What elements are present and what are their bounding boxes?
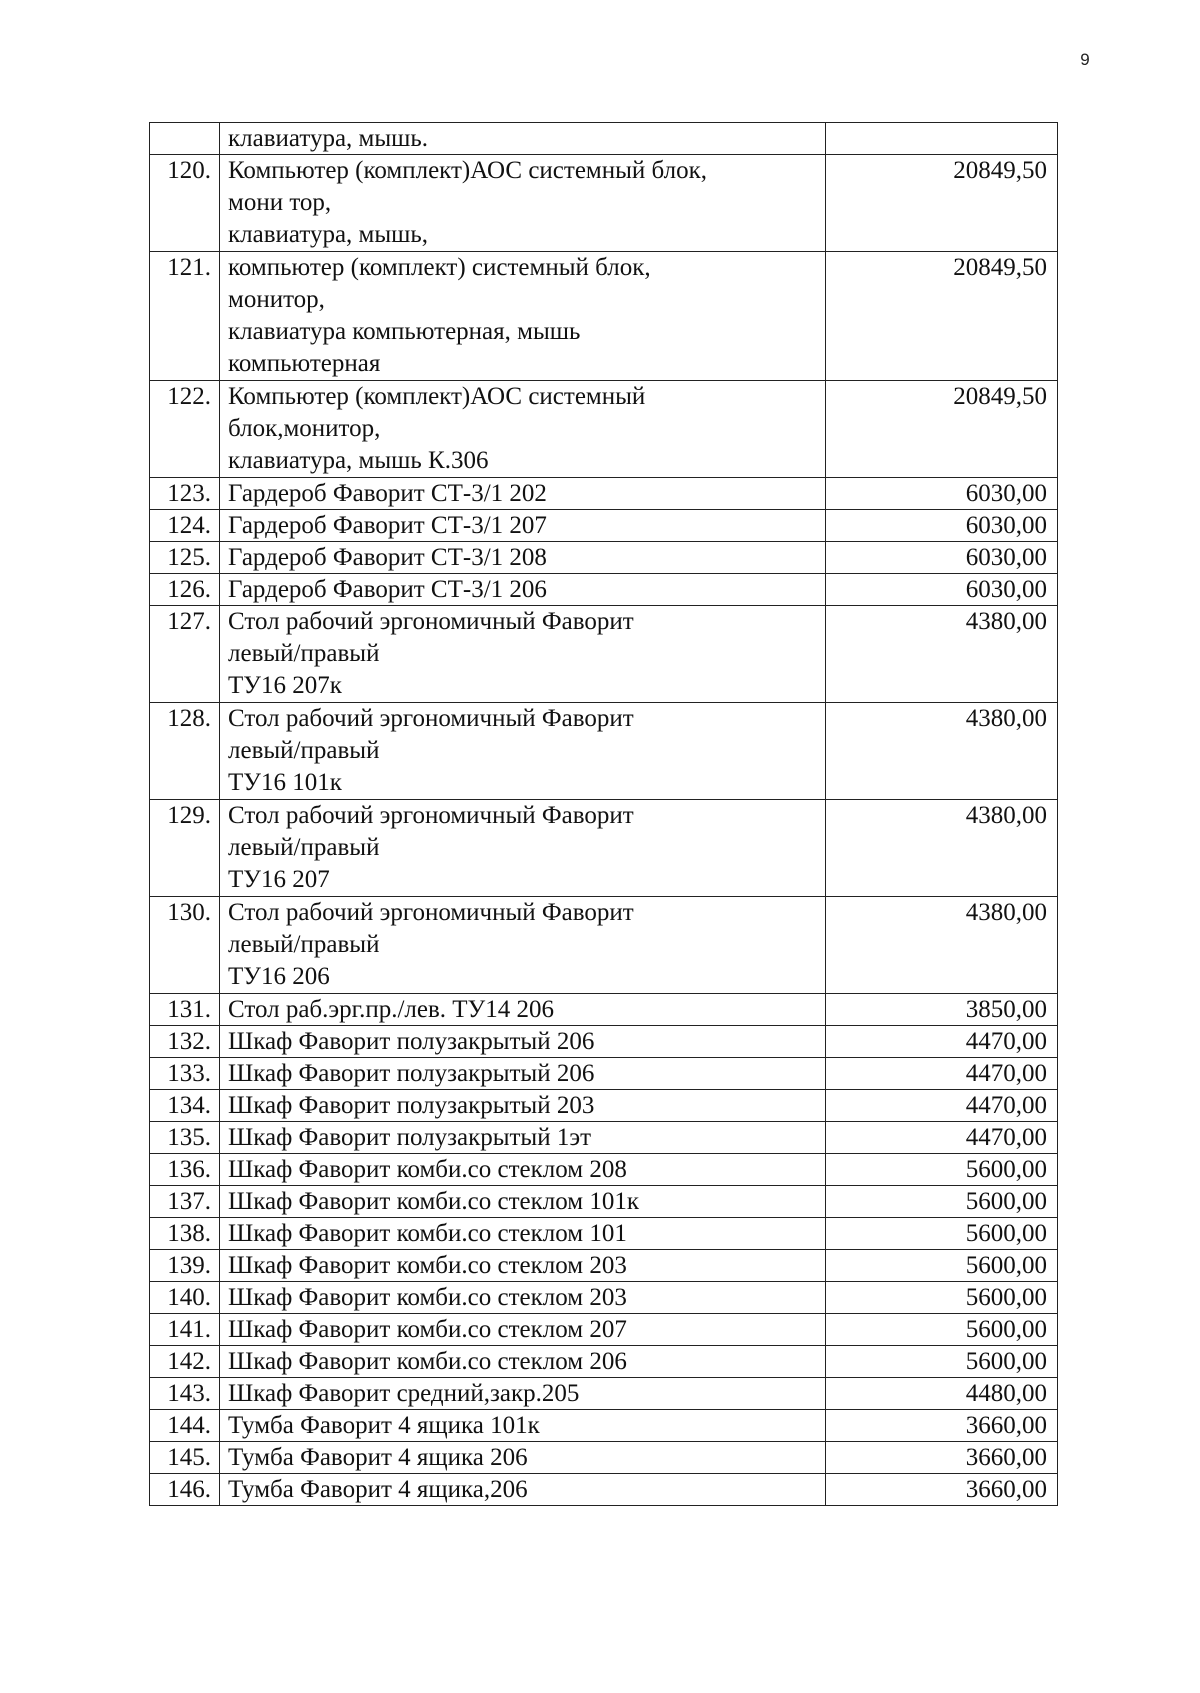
item-price: 4380,00: [826, 606, 1058, 703]
table-row: [150, 1410, 1058, 1442]
item-number: 142.: [150, 1346, 220, 1378]
item-price: 6030,00: [826, 574, 1058, 606]
item-price: 5600,00: [826, 1282, 1058, 1314]
item-number: 124.: [150, 510, 220, 542]
table-row: [150, 478, 1058, 510]
item-price: 3660,00: [826, 1474, 1058, 1506]
item-description: Шкаф Фаворит полузакрытый 203: [220, 1090, 826, 1122]
item-number: 127.: [150, 606, 220, 703]
item-description: Шкаф Фаворит комби.со стеклом 207: [220, 1314, 826, 1346]
item-price: 5600,00: [826, 1154, 1058, 1186]
item-description: Шкаф Фаворит комби.со стеклом 101: [220, 1218, 826, 1250]
item-price: [826, 123, 1058, 155]
table-row: [150, 800, 1058, 897]
item-number: 120.: [150, 155, 220, 252]
item-number: 131.: [150, 994, 220, 1026]
item-description: Шкаф Фаворит полузакрытый 206: [220, 1058, 826, 1090]
item-description: Шкаф Фаворит комби.со стеклом 206: [220, 1346, 826, 1378]
table-row: [150, 1122, 1058, 1154]
item-description: Шкаф Фаворит комби.со стеклом 203: [220, 1282, 826, 1314]
item-price: 3660,00: [826, 1442, 1058, 1474]
item-description: Шкаф Фаворит средний,закр.205: [220, 1378, 826, 1410]
item-description: Шкаф Фаворит комби.со стеклом 208: [220, 1154, 826, 1186]
table-row: [150, 1346, 1058, 1378]
table-row: [150, 1250, 1058, 1282]
item-description: Шкаф Фаворит полузакрытый 206: [220, 1026, 826, 1058]
item-price: 4480,00: [826, 1378, 1058, 1410]
item-price: 5600,00: [826, 1314, 1058, 1346]
table-row: [150, 1058, 1058, 1090]
item-number: 146.: [150, 1474, 220, 1506]
item-number: 136.: [150, 1154, 220, 1186]
item-description: компьютер (комплект) системный блок, монитор, клавиатура компьютерная, мышь компьютерная: [220, 252, 826, 381]
item-number: [150, 123, 220, 155]
item-number: 129.: [150, 800, 220, 897]
table-row: [150, 994, 1058, 1026]
item-price: 5600,00: [826, 1218, 1058, 1250]
table-row: [150, 155, 1058, 252]
table-row: [150, 1442, 1058, 1474]
item-price: 4380,00: [826, 800, 1058, 897]
table-row: [150, 252, 1058, 381]
item-description: Стол рабочий эргономичный Фаворит левый/правый ТУ16 206: [220, 897, 826, 994]
item-price: 20849,50: [826, 381, 1058, 478]
item-number: 130.: [150, 897, 220, 994]
item-description: Тумба Фаворит 4 ящика 101к: [220, 1410, 826, 1442]
item-number: 132.: [150, 1026, 220, 1058]
item-number: 137.: [150, 1186, 220, 1218]
item-number: 139.: [150, 1250, 220, 1282]
table-row: [150, 897, 1058, 994]
item-price: 4470,00: [826, 1026, 1058, 1058]
item-description: Стол рабочий эргономичный Фаворит левый/правый ТУ16 207к: [220, 606, 826, 703]
table-row: [150, 1154, 1058, 1186]
item-number: 141.: [150, 1314, 220, 1346]
item-number: 145.: [150, 1442, 220, 1474]
item-number: 138.: [150, 1218, 220, 1250]
table-row: [150, 1378, 1058, 1410]
item-description: Гардероб Фаворит СТ-3/1 202: [220, 478, 826, 510]
table-row: [150, 1090, 1058, 1122]
item-price: 5600,00: [826, 1346, 1058, 1378]
item-description: Гардероб Фаворит СТ-3/1 206: [220, 574, 826, 606]
item-number: 133.: [150, 1058, 220, 1090]
item-description: Тумба Фаворит 4 ящика 206: [220, 1442, 826, 1474]
item-description: Шкаф Фаворит комби.со стеклом 101к: [220, 1186, 826, 1218]
item-price: 5600,00: [826, 1250, 1058, 1282]
item-number: 144.: [150, 1410, 220, 1442]
item-price: 6030,00: [826, 542, 1058, 574]
table-row: [150, 1218, 1058, 1250]
table-row: [150, 1314, 1058, 1346]
item-price: 4380,00: [826, 703, 1058, 800]
table-row: [150, 510, 1058, 542]
table-row: [150, 123, 1058, 155]
item-price: 6030,00: [826, 478, 1058, 510]
item-description: Шкаф Фаворит комби.со стеклом 203: [220, 1250, 826, 1282]
item-description: клавиатура, мышь.: [220, 123, 826, 155]
table-row: [150, 574, 1058, 606]
item-description: Стол рабочий эргономичный Фаворит левый/правый ТУ16 207: [220, 800, 826, 897]
item-description: Стол раб.эрг.пр./лев. ТУ14 206: [220, 994, 826, 1026]
inventory-table-body: [150, 123, 1058, 1506]
item-description: Компьютер (комплект)АОС системный блок,монитор, клавиатура, мышь К.306: [220, 381, 826, 478]
item-number: 134.: [150, 1090, 220, 1122]
item-price: 5600,00: [826, 1186, 1058, 1218]
table-row: [150, 606, 1058, 703]
item-number: 128.: [150, 703, 220, 800]
table-row: [150, 1474, 1058, 1506]
item-number: 122.: [150, 381, 220, 478]
item-description: Тумба Фаворит 4 ящика,206: [220, 1474, 826, 1506]
item-price: 6030,00: [826, 510, 1058, 542]
table-row: [150, 1026, 1058, 1058]
table-row: [150, 1186, 1058, 1218]
item-number: 140.: [150, 1282, 220, 1314]
item-price: 4470,00: [826, 1122, 1058, 1154]
page-number: 9: [1080, 50, 1090, 69]
item-price: 20849,50: [826, 155, 1058, 252]
table-row: [150, 1282, 1058, 1314]
item-number: 121.: [150, 252, 220, 381]
item-description: Стол рабочий эргономичный Фаворит левый/правый ТУ16 101к: [220, 703, 826, 800]
table-row: [150, 703, 1058, 800]
item-number: 126.: [150, 574, 220, 606]
item-number: 143.: [150, 1378, 220, 1410]
item-price: 3850,00: [826, 994, 1058, 1026]
item-number: 135.: [150, 1122, 220, 1154]
inventory-table: [149, 122, 1058, 1506]
item-price: 3660,00: [826, 1410, 1058, 1442]
item-number: 123.: [150, 478, 220, 510]
item-number: 125.: [150, 542, 220, 574]
item-description: Шкаф Фаворит полузакрытый 1эт: [220, 1122, 826, 1154]
item-price: 20849,50: [826, 252, 1058, 381]
table-row: [150, 542, 1058, 574]
item-description: Компьютер (комплект)АОС системный блок, мони тор, клавиатура, мышь,: [220, 155, 826, 252]
item-price: 4380,00: [826, 897, 1058, 994]
item-description: Гардероб Фаворит СТ-3/1 208: [220, 542, 826, 574]
item-price: 4470,00: [826, 1090, 1058, 1122]
item-description: Гардероб Фаворит СТ-3/1 207: [220, 510, 826, 542]
table-row: [150, 381, 1058, 478]
item-price: 4470,00: [826, 1058, 1058, 1090]
